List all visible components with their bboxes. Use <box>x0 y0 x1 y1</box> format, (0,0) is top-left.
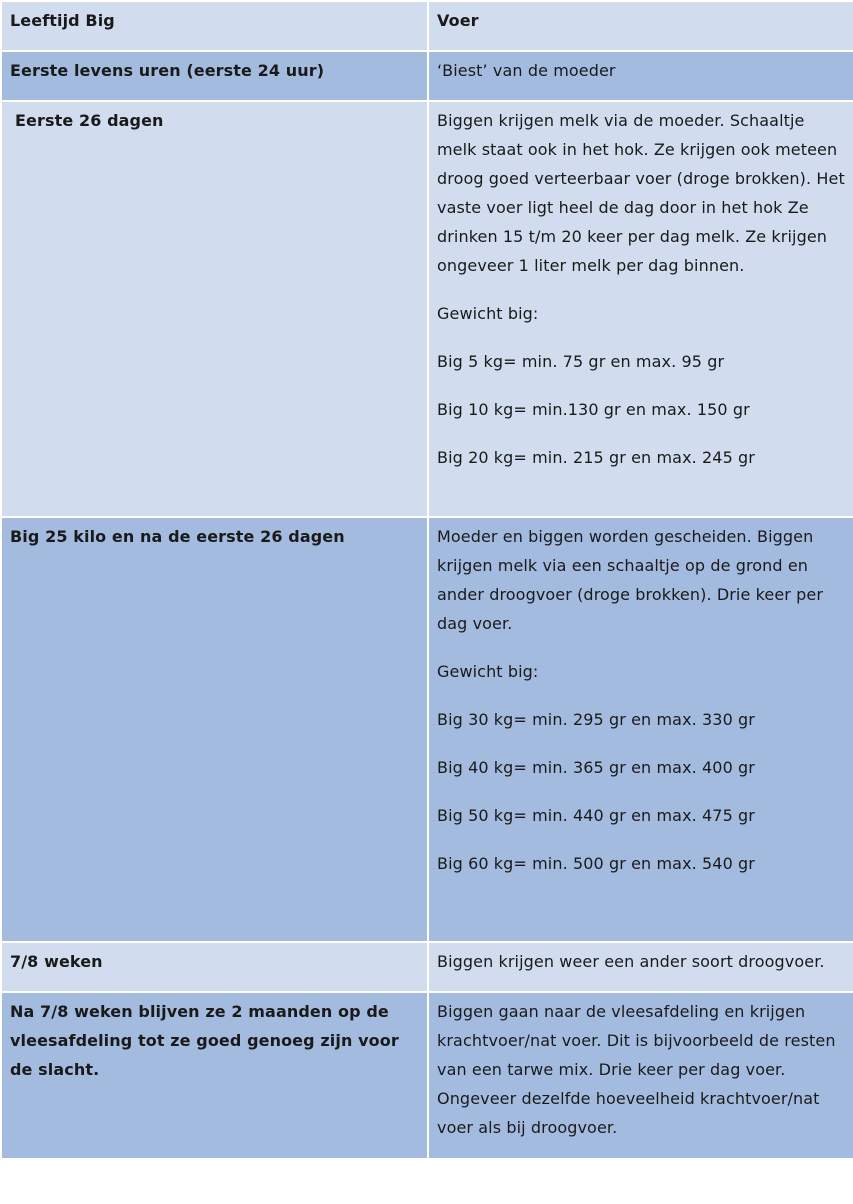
row-age <box>1 101 428 517</box>
weight-list <box>437 299 847 472</box>
header-feed: Voer <box>428 1 853 51</box>
row-age: 7/8 weken <box>1 942 428 992</box>
weight-item: Big 50 kg= min. 440 gr en max. 475 gr <box>437 806 755 825</box>
table-row <box>1 517 853 942</box>
feed-description: Biggen krijgen melk via de moeder. Schaaltje melk staat ook in het hok. Ze krijgen ook meteen droog goed verteerbaar voer (droge brokken). Het vaste voer ligt heel de dag door in het hok Ze drinken 15 t/m 20 keer per dag melk. Ze krijgen ongeveer 1 liter melk per dag binnen. <box>437 111 845 275</box>
feed-description: Moeder en biggen worden gescheiden. Biggen krijgen melk via een schaaltje op de grond en ander droogvoer (droge brokken). Drie keer per dag voer. <box>437 527 824 633</box>
row-age: Big 25 kilo en na de eerste 26 dagen <box>1 517 428 942</box>
row-feed <box>428 101 853 517</box>
weight-list <box>437 657 847 878</box>
table-row <box>1 942 853 992</box>
row-feed: ‘Biest’ van de moeder <box>428 51 853 101</box>
weight-item: Big 30 kg= min. 295 gr en max. 330 gr <box>437 710 755 729</box>
row-feed <box>428 517 853 942</box>
header-age: Leeftijd Big <box>1 1 428 51</box>
row-feed: Biggen krijgen weer een ander soort droogvoer. <box>428 942 853 992</box>
table-row <box>1 51 853 101</box>
weight-item: Big 20 kg= min. 215 gr en max. 245 gr <box>437 448 755 467</box>
table-header-row <box>1 1 853 51</box>
row-age: Eerste levens uren (eerste 24 uur) <box>1 51 428 101</box>
table-row <box>1 992 853 1159</box>
weight-label: Gewicht big: <box>437 662 539 681</box>
row-age-text: Eerste 26 dagen <box>15 111 164 130</box>
weight-item: Big 5 kg= min. 75 gr en max. 95 gr <box>437 352 725 371</box>
row-feed: Biggen gaan naar de vleesafdeling en krijgen krachtvoer/nat voer. Dit is bijvoorbeeld de resten van een tarwe mix. Drie keer per dag voer. Ongeveer dezelfde hoeveelheid krachtvoer/nat voer als bij droogvoer. <box>428 992 853 1159</box>
weight-item: Big 60 kg= min. 500 gr en max. 540 gr <box>437 854 755 873</box>
weight-item: Big 10 kg= min.130 gr en max. 150 gr <box>437 400 750 419</box>
table-row <box>1 101 853 517</box>
weight-item: Big 40 kg= min. 365 gr en max. 400 gr <box>437 758 755 777</box>
row-age: Na 7/8 weken blijven ze 2 maanden op de vleesafdeling tot ze goed genoeg zijn voor de slacht. <box>1 992 428 1159</box>
weight-label: Gewicht big: <box>437 304 539 323</box>
